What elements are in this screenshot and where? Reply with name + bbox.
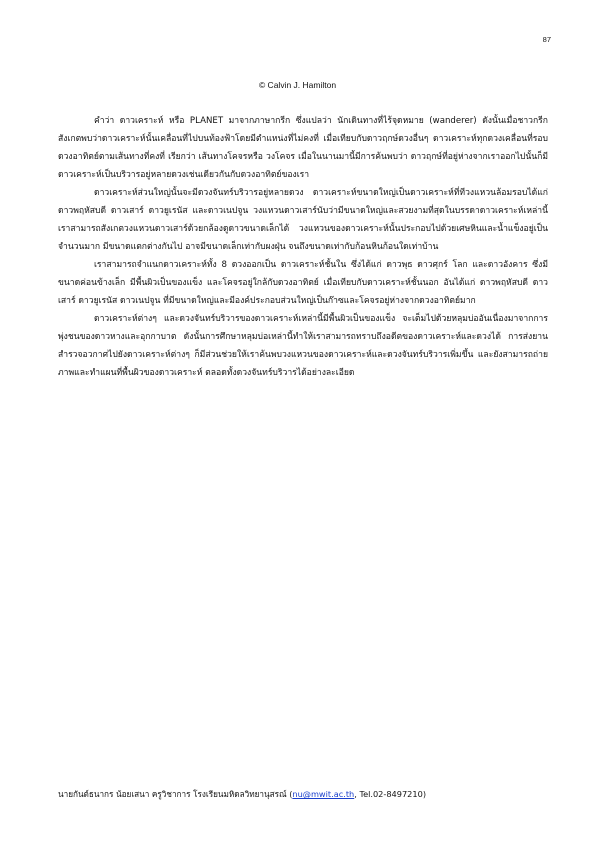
footer-phone-text: , Tel.02-8497210) <box>354 789 427 799</box>
paragraph-planet-definition: คำว่า ดาวเคราะห์ หรือ PLANET มาจากภาษากรีก ซึ่งแปลว่า นักเดินทางที่ไร้จุดหมาย (wanderer) ดังนั้นเมื่อชาวกรีกสังเกตพบว่าดาวเคราะห์นั้นเคลื่อนที่ไปบนท้องฟ้าโดยมีตำแหน่งที่ไม่คงที่ เมื่อเทียบกับดาวฤกษ์ดวงอื่นๆ ดาวเคราะห์ทุกดวงเคลื่อนที่รอบดวงอาทิตย์ตามเส้นทางที่คงที่ เรียกว่า เส้นทางโคจรหรือ วงโคจร เมื่อในนานมานี้มีการค้นพบว่า ดาวฤกษ์ที่อยู่ห่างจากเราออกไปนั้นก็มีดาวเคราะห์เป็นบริวารอยู่หลายดวงเช่นเดียวกันกับดวงอาทิตย์ของเรา <box>58 116 548 180</box>
article-body <box>58 112 548 382</box>
page-number: 87 <box>542 35 551 44</box>
image-credit: © Calvin J. Hamilton <box>258 80 337 90</box>
author-footer <box>58 788 558 801</box>
paragraph-rings-and-moons: ดาวเคราะห์ส่วนใหญ่นั้นจะมีดวงจันทร์บริวารอยู่หลายดวง ดาวเคราะห์ขนาดใหญ่เป็นดาวเคราะห์ที่ทีวงแหวนล้อมรอบได้แก่ ดาวพฤหัสบดี ดาวเสาร์ ดาวยูเรนัส และดาวเนปจูน วงแหวนดาวเสาร์นับว่ามีขนาดใหญ่และสวยงามที่สุดในบรรดาดาวเคราะห์เหล่านี้ เราสามารถสังเกตวงแหวนดาวเสาร์ด้วยกล้องดูดาวขนาดเล็กได้ วงแหวนของดาวเคราะห์นั้นประกอบไปด้วยเศษหินและน้ำแข็งอยู่เป็นจำนวนมาก มีขนาดแตกต่างกันไป อาจมีขนาดเล็กเท่ากับผงฝุ่น จนถึงขนาดเท่ากับก้อนหินก้อนใดเท่าบ้าน <box>58 188 548 252</box>
footer-author-text: นายกันต์ธนากร น้อยเสนา ครูวิชาการ โรงเรียนมหิดลวิทยานุสรณ์ ( <box>58 789 293 799</box>
paragraph-craters-exploration: ดาวเคราะห์ต่างๆ และดวงจันทร์บริวารของดาวเคราะห์เหล่านี้มีพื้นผิวเป็นของแข็ง จะเต็มไปด้วยหลุมบ่ออันเนื่องมาจากการพุ่งชนของดาวหางและอุกกาบาต ดังนั้นการศึกษาหลุมบ่อเหล่านี้ทำให้เราสามารถทราบถึงอดีตของดาวเคราะห์และดวงได้ การส่งยานสำรวจอวกาศไปยังดาวเคราะห์ต่างๆ ก็มีส่วนช่วยให้เราค้นพบวงแหวนของดาวเคราะห์และดวงจันทร์บริวารเพิ่มขึ้น และยังสามารถถ่ายภาพและทำแผนที่พื้นผิวของดาวเคราะห์ ตลอดทั้งดวงจันทร์บริวารได้อย่างละเอียด <box>58 314 548 378</box>
paragraph-inner-outer-planets: เราสามารถจำแนกดาวเคราะห์ทั้ง 8 ดวงออกเป็น ดาวเคราะห์ชั้นใน ซึ่งได้แก่ ดาวพุธ ดาวศุกร์ โลก และดาวอังคาร ซึ่งมีขนาดค่อนข้างเล็ก มีพื้นผิวเป็นของแข็ง และโคจรอยู่ใกล้กับดวงอาทิตย์ เมื่อเทียบกับดาวเคราะห์ชั้นนอก อันได้แก่ ดาวพฤหัสบดี ดาวเสาร์ ดาวยูเรนัส ดาวเนปจูน ที่มีขนาดใหญ่และมีองค์ประกอบส่วนใหญ่เป็นก๊าซและโคจรอยู่ห่างจากดวงอาทิตย์มาก <box>58 260 548 306</box>
author-email-link[interactable]: nu@mwit.ac.th <box>292 789 355 799</box>
